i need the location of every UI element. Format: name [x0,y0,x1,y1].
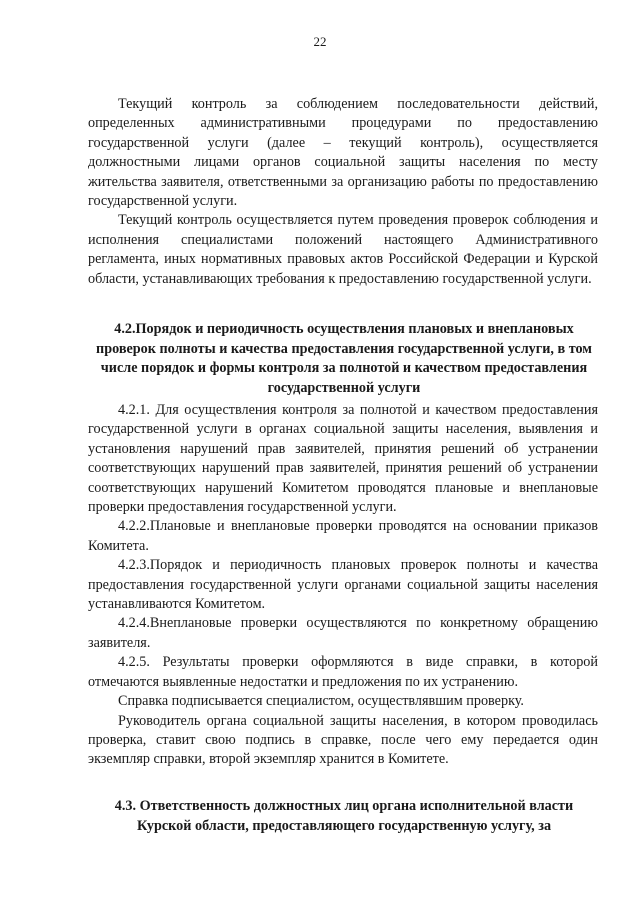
section-heading-4-2: 4.2.Порядок и периодичность осуществления плановых и внеплановых проверок полноты и качества предоставления государственной услуги, в том числе порядок и формы контроля за полнотой и качеством предоставления государственной услуги [96,321,592,396]
paragraph-4-2-1: 4.2.1. Для осуществления контроля за полнотой и качеством предоставления государственной услуги в органах социальной защиты населения, выявления и установления нарушений прав заявителей, принятия решений об устранении соответствующих нарушений прав заявителей, принятия решений об устранении соответствующих нарушений Комитетом проводятся плановые и внеплановые проверки предоставления государственной услуги. [88,402,598,516]
paragraph-control-method: Текущий контроль осуществляется путем проведения проверок соблюдения и исполнения специалистами положений настоящего Административного регламента, иных нормативных правовых актов Российской Федерации и Курской области, устанавливающих требования к предоставлению государственной услуги. [88,212,598,287]
paragraph-4-2-4: 4.2.4.Внеплановые проверки осуществляются по конкретному обращению заявителя. [88,615,598,651]
paragraph-4-2-2: 4.2.2.Плановые и внеплановые проверки проводятся на основании приказов Комитета. [88,518,598,554]
paragraph-head-signature: Руководитель органа социальной защиты населения, в котором проводилась проверка, ставит свою подпись в справке, после чего ему передается один экземпляр справки, второй экземпляр хранится в Комитете. [88,712,598,768]
section-heading-4-3: 4.3. Ответственность должностных лиц органа исполнительной власти Курской области, предоставляющего государственную услугу, за [114,798,574,834]
paragraph-4-2-5: 4.2.5. Результаты проверки оформляются в виде справки, в которой отмечаются выявленные недостатки и предложения по их устранению. [88,654,598,690]
section-4-2-text [88,401,598,770]
section-4-1-text [88,95,598,289]
page-number: 22 [313,34,327,49]
paragraph-4-2-3: 4.2.3.Порядок и периодичность плановых проверок полноты и качества предоставления государственной услуги органами социальной защиты населения устанавливаются Комитетом. [88,557,598,613]
paragraph-report-signed: Справка подписывается специалистом, осуществлявшим проверку. [118,693,524,710]
paragraph-current-control: Текущий контроль за соблюдением последовательности действий, определенных административными процедурами по предоставлению государственной услуги (далее – текущий контроль), осуществляется должностными лицами органов социальной защиты населения по месту жительства заявителя, ответственными за организацию работы по предоставлению государственной услуги. [88,96,598,210]
